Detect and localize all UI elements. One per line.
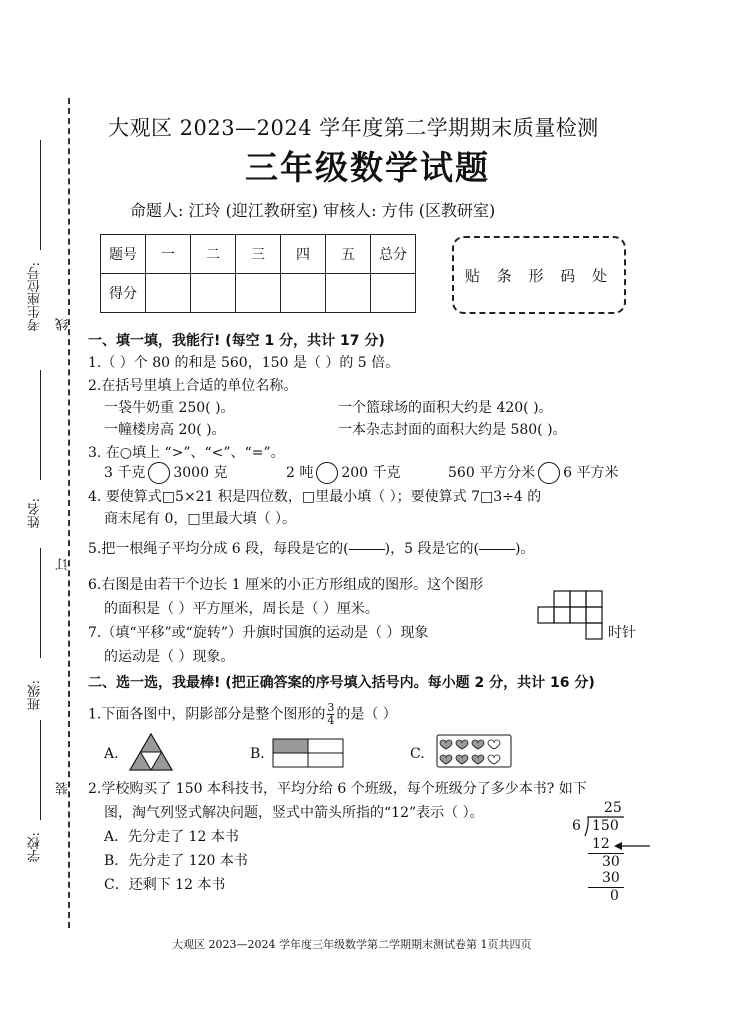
binding-mark-zhuang: 装 [56, 782, 71, 795]
option-a-label: A. [104, 746, 119, 762]
question-1-2c: 一幢楼房高 20( )。 [104, 422, 226, 438]
division-step-30b: 30 [602, 870, 620, 886]
question-1-4b: 商末尾有 0，□里最大填（ ）。 [104, 511, 297, 527]
score-row-label: 得分 [101, 274, 146, 313]
score-table-header-row [101, 235, 416, 274]
binding-dashed-line [68, 98, 70, 928]
question-1-2a: 一袋牛奶重 250( )。 [104, 400, 235, 416]
score-cell: 三 [236, 235, 281, 274]
option-b-label: B. [250, 746, 265, 762]
score-cell: 二 [191, 235, 236, 274]
question-2-2: 2.学校购买了 150 本科技书，平均分给 6 个班级，每个班级分了多少本书? 如下 [88, 781, 587, 797]
score-input-cell[interactable] [281, 274, 326, 313]
division-divisor: 6 [572, 818, 581, 834]
q5-part-c: 。 [520, 541, 535, 557]
compare-circle-c[interactable] [538, 462, 560, 484]
exam-authors: 命题人: 江玲 (迎江教研室) 审核人: 方伟 (区教研室) [130, 201, 496, 220]
compare-a-left: 3 千克 [104, 465, 146, 481]
question-1-6: 6.右图是由若干个边长 1 厘米的小正方形组成的图形。这个图形 [88, 577, 484, 593]
name-label: 姓名: [28, 498, 43, 529]
question-2-2-option-a: A．先分走了 12 本书 [104, 829, 239, 845]
question-2-2-option-c: C．还剩下 12 本书 [104, 877, 226, 893]
section1-heading: 一、填一填，我能行! (每空 1 分，共计 17 分) [88, 333, 385, 349]
division-step-12: 12 [592, 836, 610, 852]
score-input-cell[interactable] [146, 274, 191, 313]
q2-1-part-b: 的是（ ） [336, 706, 397, 723]
compare-c-right: 6 平方米 [563, 465, 619, 481]
fraction-blank-1[interactable] [349, 549, 385, 550]
compare-a-right: 3000 克 [173, 465, 228, 481]
long-division [560, 800, 670, 910]
name-blank [40, 370, 41, 480]
binding-mark-line: 线 [56, 318, 71, 331]
score-cell: 总分 [371, 235, 416, 274]
question-1-7b: 的运动是（ ）现象。 [104, 649, 235, 665]
score-table [100, 234, 416, 313]
arrow-left-icon [612, 840, 652, 852]
q5-part-a: 5.把一根绳子平均分成 6 段，每段是它的 [88, 541, 344, 557]
class-blank [40, 548, 41, 658]
barcode-area [452, 236, 626, 314]
score-input-cell[interactable] [371, 274, 416, 313]
question-2-2-option-b: B．先分走了 120 本书 [104, 853, 248, 869]
question-1-4: 4. 要使算式□5×21 积是四位数，□里最小填（ ）；要使算式 7□3÷4 的 [88, 489, 542, 505]
seat-number-label: 考生座位号: [28, 262, 43, 332]
option-a-triangle-figure [128, 732, 174, 772]
school-blank [40, 720, 41, 820]
q2-1-part-a: 1.下面各图中，阴影部分是整个图形的 [88, 706, 326, 723]
option-c-label: C. [410, 746, 425, 762]
question-1-6b: 的面积是（ ）平方厘米，周长是（ ）厘米。 [104, 601, 379, 617]
division-remainder: 0 [610, 888, 619, 904]
seat-number-blank [40, 140, 41, 250]
score-cell: 一 [146, 235, 191, 274]
exam-title: 三年级数学试题 [245, 148, 490, 187]
fraction-denominator: 4 [327, 714, 335, 727]
score-input-cell[interactable] [326, 274, 371, 313]
compare-circle-b[interactable] [316, 462, 338, 484]
division-dividend: 150 [592, 818, 619, 834]
question-1-5: 5.把一根绳子平均分成 6 段，每段是它的( )，5 段是它的( )。 [88, 541, 535, 557]
compare-b-right: 200 千克 [341, 465, 401, 481]
question-1-2b: 一个篮球场的面积大约是 420( )。 [338, 400, 553, 416]
school-label: 学校: [28, 832, 43, 863]
option-c-hearts-figure [436, 734, 512, 768]
score-cell: 五 [326, 235, 371, 274]
q5-part-b: ，5 段是它的 [390, 541, 474, 557]
compare-a [104, 462, 227, 484]
square-grid-figure [536, 590, 608, 642]
division-quotient: 25 [604, 800, 622, 816]
binding-mark-ding: 订 [56, 558, 71, 571]
question-1-2d: 一本杂志封面的面积大约是 580( )。 [338, 422, 567, 438]
compare-c-left: 560 平方分米 [448, 465, 536, 481]
barcode-label: 贴 条 形 码 处 [464, 266, 614, 285]
compare-c [448, 462, 619, 484]
exam-subtitle: 大观区 2023—2024 学年度第二学期期末质量检测 [108, 116, 599, 140]
question-2-2b: 图，淘气列竖式解决问题，竖式中箭头所指的“12”表示（ ）。 [104, 805, 484, 821]
fraction-blank-2[interactable] [479, 549, 515, 550]
page-footer: 大观区 2023—2024 学年度三年级数学第二学期期末测试卷第 1页共四页 [172, 938, 532, 951]
score-input-cell[interactable] [191, 274, 236, 313]
question-1-3: 3. 在○填上 “>”、“<”、“=”。 [88, 445, 285, 461]
score-input-cell[interactable] [236, 274, 281, 313]
compare-b-left: 2 吨 [286, 465, 314, 481]
section2-heading: 二、选一选，我最棒! (把正确答案的序号填入括号内。每小题 2 分，共计 16 分) [88, 675, 595, 691]
compare-circle-a[interactable] [148, 462, 170, 484]
question-1-1: 1.（ ）个 80 的和是 560，150 是（ ）的 5 倍。 [88, 355, 400, 371]
option-b-rectangle-figure [272, 738, 344, 768]
fraction-three-quarters [327, 702, 334, 727]
score-cell: 四 [281, 235, 326, 274]
question-2-1 [88, 702, 397, 727]
division-step-30a: 30 [602, 854, 620, 870]
score-cell: 题号 [101, 235, 146, 274]
question-1-7-tail: 时针 [608, 625, 636, 641]
score-table-score-row [101, 274, 416, 313]
class-label: 班级: [28, 680, 43, 711]
compare-b [286, 462, 401, 484]
question-1-7: 7.（填“平移”或“旋转”）升旗时国旗的运动是（ ）现象 [88, 625, 429, 641]
question-1-2: 2.在括号里填上合适的单位名称。 [88, 378, 298, 394]
fraction-numerator: 3 [327, 701, 335, 714]
